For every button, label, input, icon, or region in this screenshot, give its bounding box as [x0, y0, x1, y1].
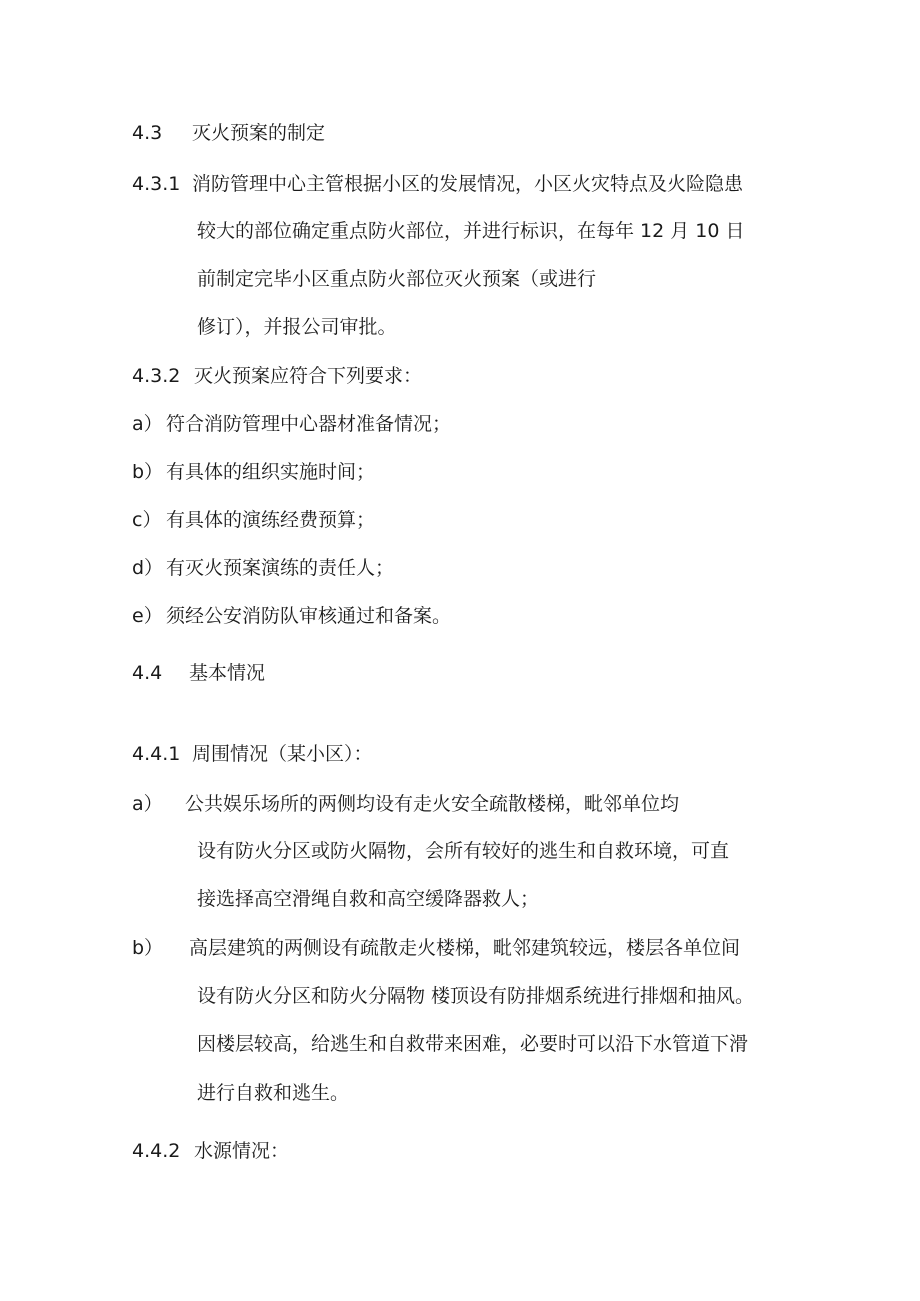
section-title: 基本情况 [189, 662, 266, 684]
list-item-a-line-2: 设有防火分区或防火隔物，会所有较好的逃生和自救环境，可直 [197, 840, 730, 862]
list-label: c） [132, 509, 162, 531]
list-label: d） [132, 557, 164, 579]
paragraph-4-3-1-line-2: 较大的部位确定重点防火部位，并进行标识，在每年 12 月 10 日 [197, 220, 745, 242]
list-text: 公共娱乐场所的两侧均设有走火安全疏散楼梯，毗邻单位均 [185, 793, 680, 815]
section-number: 4.4 [132, 662, 163, 684]
list-label: b） [132, 937, 164, 959]
paragraph-text: 消防管理中心主管根据小区的发展情况，小区火灾特点及火险隐患 [192, 173, 744, 195]
list-item-b-line-2: 设有防火分区和防火分隔物 楼顶设有防排烟系统进行排烟和抽风。 [197, 985, 755, 1007]
list-text: 有灭火预案演练的责任人； [166, 557, 395, 579]
section-title: 灭火预案的制定 [192, 122, 326, 144]
list-label: a） [132, 793, 163, 815]
list-text: 有具体的演练经费预算； [166, 509, 376, 531]
list-text: 须经公安消防队审核通过和备案。 [166, 605, 452, 627]
paragraph-4-3-1-line-4: 修订），并报公司审批。 [197, 316, 397, 338]
list-text: 符合消防管理中心器材准备情况； [166, 413, 452, 435]
list-label: b） [132, 461, 164, 483]
section-title: 周围情况（某小区）： [192, 743, 373, 765]
section-number: 4.3.1 [132, 173, 181, 195]
list-label: a） [132, 413, 163, 435]
list-item-b-line-3: 因楼层较高，给逃生和自救带来困难，必要时可以沿下水管道下滑 [197, 1033, 749, 1055]
section-title: 灭火预案应符合下列要求： [194, 365, 423, 387]
section-number: 4.3.2 [132, 365, 181, 387]
section-title: 水源情况： [194, 1140, 290, 1162]
list-item-b-line-4: 进行自救和逃生。 [197, 1082, 350, 1104]
list-label: e） [132, 605, 163, 627]
list-text: 有具体的组织实施时间； [166, 461, 376, 483]
list-text: 高层建筑的两侧设有疏散走火楼梯，毗邻建筑较远，楼层各单位间 [189, 937, 741, 959]
section-number: 4.4.1 [132, 743, 181, 765]
paragraph-4-3-1-line-3: 前制定完毕小区重点防火部位灭火预案（或进行 [197, 268, 597, 290]
section-number: 4.3 [132, 122, 163, 144]
list-item-a-line-3: 接选择高空滑绳自救和高空缓降器救人； [197, 888, 540, 910]
section-number: 4.4.2 [132, 1140, 181, 1162]
